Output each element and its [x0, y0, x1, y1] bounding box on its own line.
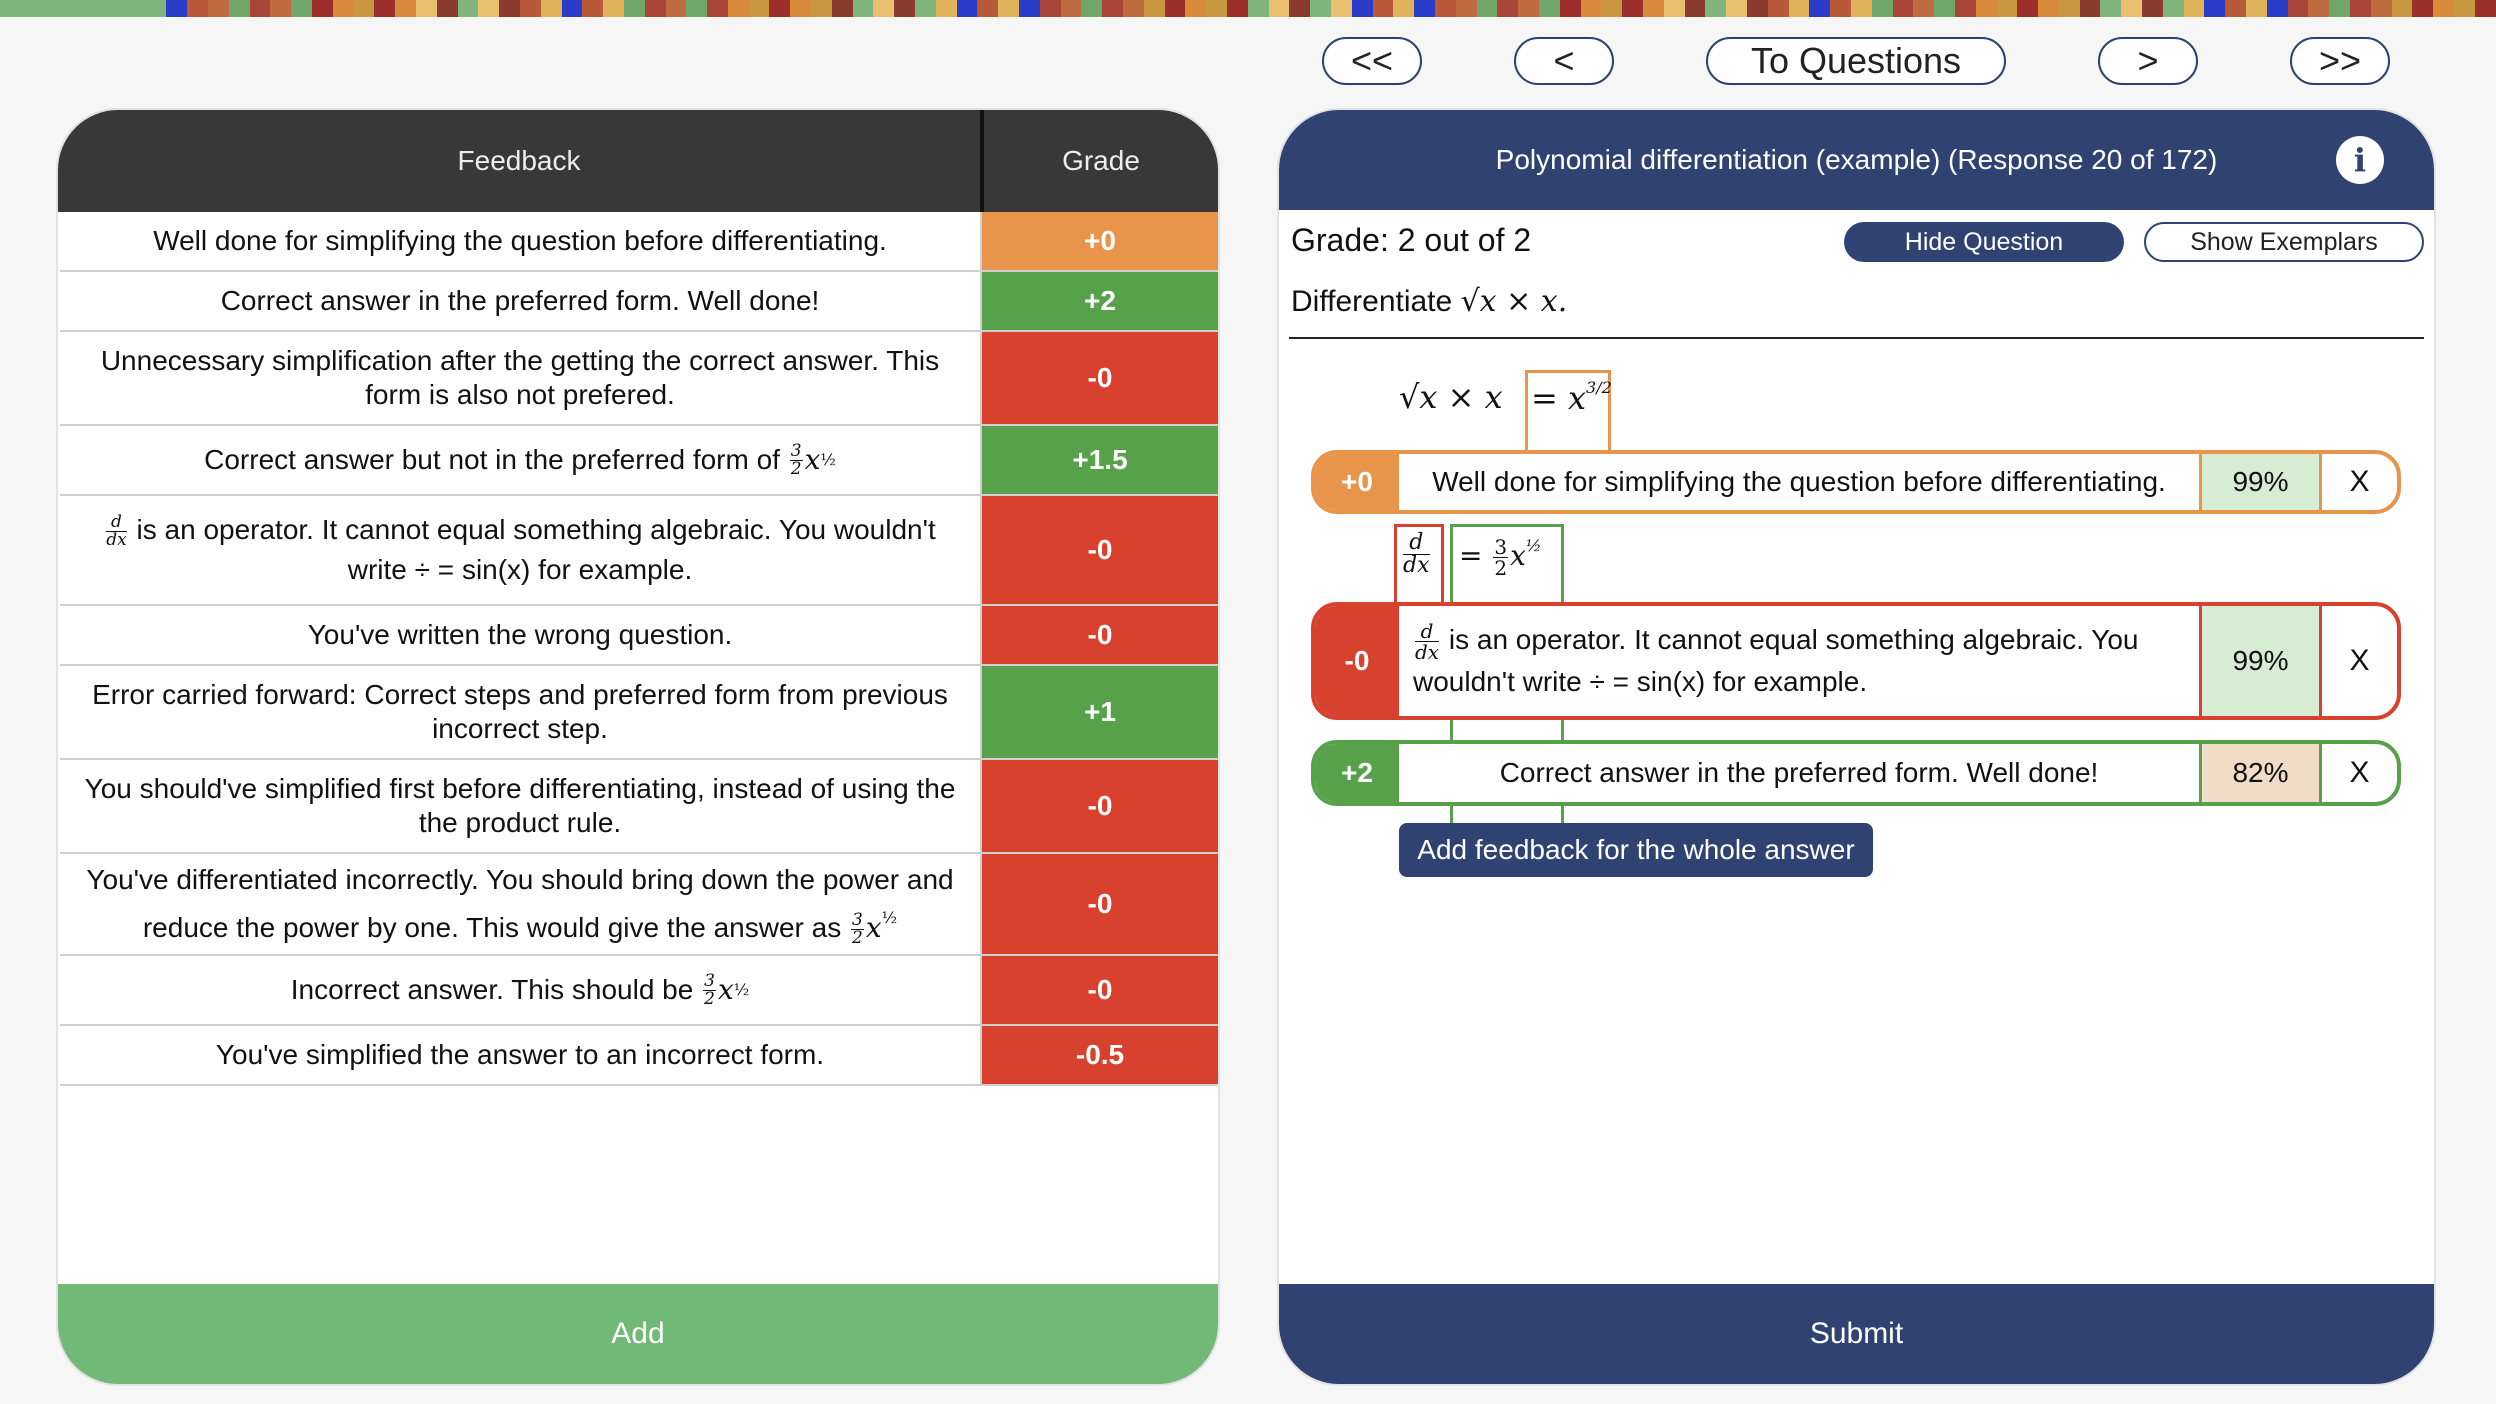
strip-segment — [624, 0, 645, 17]
hide-question-button[interactable]: Hide Question — [1844, 222, 2124, 262]
card-text: Correct answer in the preferred form. Well done! — [1499, 757, 2099, 788]
question-divider — [1289, 337, 2424, 339]
strip-segment — [832, 0, 853, 17]
strip-segment — [645, 0, 666, 17]
strip-segment — [1768, 0, 1789, 17]
strip-segment — [437, 0, 458, 17]
strip-segment — [582, 0, 603, 17]
submit-button[interactable]: Submit — [1279, 1284, 2434, 1384]
strip-segment — [686, 0, 707, 17]
table-row[interactable] — [60, 606, 1218, 666]
feedback-text: You should've simplified first before differentiating, instead of using the the product rule. — [60, 760, 982, 852]
last-response-button[interactable]: >> — [2290, 37, 2390, 85]
strip-segment — [1747, 0, 1768, 17]
strip-segment — [499, 0, 520, 17]
strip-segment — [2371, 0, 2392, 17]
strip-segment — [1081, 0, 1102, 17]
strip-segment — [2225, 0, 2246, 17]
to-questions-button[interactable]: To Questions — [1706, 37, 2006, 85]
strip-segment — [333, 0, 354, 17]
strip-segment — [1893, 0, 1914, 17]
strip-segment — [1705, 0, 1726, 17]
strip-segment — [354, 0, 375, 17]
question-text: Differentiate √x × x. — [1291, 284, 1568, 319]
strip-segment — [1976, 0, 1997, 17]
grade-column-header: Grade — [1062, 145, 1140, 176]
strip-segment — [2142, 0, 2163, 17]
strip-segment — [2433, 0, 2454, 17]
table-row[interactable] — [60, 956, 1218, 1026]
show-exemplars-button[interactable]: Show Exemplars — [2144, 222, 2424, 262]
strip-segment — [1040, 0, 1061, 17]
strip-segment — [562, 0, 583, 17]
strip-segment — [1934, 0, 1955, 17]
applied-feedback-card[interactable] — [1311, 450, 2401, 514]
strip-segment — [957, 0, 978, 17]
strip-segment — [1789, 0, 1810, 17]
strip-segment — [2184, 0, 2205, 17]
strip-segment — [1269, 0, 1290, 17]
strip-segment — [42, 0, 63, 17]
strip-segment — [1123, 0, 1144, 17]
table-row[interactable] — [60, 426, 1218, 496]
strip-segment — [2100, 0, 2121, 17]
strip-segment — [1165, 0, 1186, 17]
table-row[interactable] — [60, 1026, 1218, 1086]
strip-segment — [2246, 0, 2267, 17]
strip-segment — [1851, 0, 1872, 17]
strip-segment — [416, 0, 437, 17]
strip-segment — [1373, 0, 1394, 17]
strip-segment — [21, 0, 42, 17]
strip-segment — [166, 0, 187, 17]
strip-segment — [62, 0, 83, 17]
strip-segment — [811, 0, 832, 17]
strip-segment — [2288, 0, 2309, 17]
strip-segment — [1393, 0, 1414, 17]
grade-cell: +0 — [982, 212, 1218, 270]
strip-segment — [2392, 0, 2413, 17]
math-derivative-op: $\frac{d}{dx}$ — [106, 512, 127, 551]
strip-segment — [104, 0, 125, 17]
strip-segment — [374, 0, 395, 17]
strip-segment — [2017, 0, 2038, 17]
strip-segment — [208, 0, 229, 17]
strip-segment — [873, 0, 894, 17]
feedback-text: $\frac{d}{dx}$ is an operator. It cannot equal something algebraic. You wouldn't write ÷ = sin(x) for example. — [60, 496, 982, 604]
applied-feedback-card[interactable] — [1311, 740, 2401, 806]
strip-segment — [1955, 0, 1976, 17]
strip-segment — [977, 0, 998, 17]
grade-cell: -0 — [982, 606, 1218, 664]
strip-segment — [1144, 0, 1165, 17]
strip-segment — [1726, 0, 1747, 17]
strip-segment — [520, 0, 541, 17]
table-row[interactable] — [60, 332, 1218, 426]
strip-segment — [2308, 0, 2329, 17]
strip-segment — [1331, 0, 1352, 17]
strip-segment — [2329, 0, 2350, 17]
strip-segment — [1497, 0, 1518, 17]
strip-segment — [603, 0, 624, 17]
strip-segment — [1310, 0, 1331, 17]
strip-segment — [894, 0, 915, 17]
strip-segment — [146, 0, 167, 17]
feedback-text: Correct answer in the preferred form. Well done! — [60, 272, 982, 330]
strip-segment — [1477, 0, 1498, 17]
card-confidence: 99% — [2199, 606, 2319, 716]
strip-segment — [1809, 0, 1830, 17]
strip-segment — [707, 0, 728, 17]
strip-segment — [1248, 0, 1269, 17]
strip-segment — [1206, 0, 1227, 17]
strip-segment — [1913, 0, 1934, 17]
strip-segment — [728, 0, 749, 17]
strip-segment — [1581, 0, 1602, 17]
card-grade: +0 — [1315, 454, 1399, 510]
answer-line2-result: = $\frac{3}{2}$ $x^{\frac{1}{2}}$ — [1459, 535, 1542, 580]
strip-segment — [1102, 0, 1123, 17]
strip-segment — [1518, 0, 1539, 17]
strip-segment — [1061, 0, 1082, 17]
add-whole-answer-feedback-button[interactable]: Add feedback for the whole answer — [1399, 823, 1873, 877]
first-response-button[interactable]: << — [1322, 37, 1422, 85]
feedback-text: Well done for simplifying the question before differentiating. — [60, 212, 982, 270]
card-grade: +2 — [1315, 744, 1399, 802]
strip-segment — [250, 0, 271, 17]
strip-segment — [2454, 0, 2475, 17]
strip-segment — [1601, 0, 1622, 17]
table-row[interactable] — [60, 496, 1218, 606]
strip-segment — [187, 0, 208, 17]
strip-segment — [1456, 0, 1477, 17]
feedback-text: Unnecessary simplification after the getting the correct answer. This form is also not prefered. — [60, 332, 982, 424]
strip-segment — [395, 0, 416, 17]
strip-segment — [769, 0, 790, 17]
answer-line1-expression: √x × x — [1399, 378, 1503, 416]
feedback-table — [60, 212, 1218, 1086]
strip-segment — [1435, 0, 1456, 17]
response-title: Polynomial differentiation (example) (Response 20 of 172) — [1495, 144, 2218, 175]
question-math: √x × x. — [1460, 284, 1568, 319]
strip-segment — [2204, 0, 2225, 17]
table-row[interactable] — [60, 272, 1218, 332]
strip-segment — [2475, 0, 2496, 17]
grade-cell: -0 — [982, 332, 1218, 424]
strip-segment — [1560, 0, 1581, 17]
strip-segment — [853, 0, 874, 17]
feedback-table-header — [58, 110, 1218, 212]
grade-cell: -0 — [982, 854, 1218, 954]
card-text: Well done for simplifying the question before differentiating. — [1432, 466, 2166, 497]
strip-segment — [1289, 0, 1310, 17]
table-row[interactable] — [60, 760, 1218, 854]
strip-segment — [2121, 0, 2142, 17]
feedback-text: Incorrect answer. This should be $\frac{3}{2}$ x ½ — [60, 956, 982, 1024]
grade-cell: +2 — [982, 272, 1218, 330]
strip-segment — [936, 0, 957, 17]
remove-feedback-button[interactable]: X — [2319, 606, 2397, 716]
strip-segment — [1622, 0, 1643, 17]
strip-segment — [1227, 0, 1248, 17]
top-color-strip — [0, 0, 2496, 17]
grade-cell: -0 — [982, 956, 1218, 1024]
strip-segment — [1539, 0, 1560, 17]
feedback-panel — [58, 110, 1218, 1384]
strip-segment — [541, 0, 562, 17]
grade-cell: +1.5 — [982, 426, 1218, 494]
strip-segment — [1185, 0, 1206, 17]
strip-segment — [790, 0, 811, 17]
answer-line1-result: = $x^{3/2}$ — [1531, 378, 1612, 417]
strip-segment — [1352, 0, 1373, 17]
answer-line2-operator: $\frac{d}{dx}$ — [1403, 530, 1430, 578]
math-fraction: $\frac{3}{2}$ — [790, 440, 802, 479]
card-confidence: 99% — [2199, 454, 2319, 510]
strip-segment — [1664, 0, 1685, 17]
strip-segment — [1414, 0, 1435, 17]
strip-segment — [2267, 0, 2288, 17]
grade-summary: Grade: 2 out of 2 — [1291, 222, 1532, 258]
strip-segment — [2038, 0, 2059, 17]
remove-feedback-button[interactable]: X — [2319, 744, 2397, 802]
feedback-text: Error carried forward: Correct steps and preferred form from previous incorrect step. — [60, 666, 982, 758]
strip-segment — [1643, 0, 1664, 17]
feedback-text: You've differentiated incorrectly. You should bring down the power and reduce the power by one. This would give the answer as $\frac{3}{2}$ $x^{\frac{1}{2}}$ — [60, 854, 982, 954]
grade-cell: -0.5 — [982, 1026, 1218, 1084]
strip-segment — [1830, 0, 1851, 17]
strip-segment — [1997, 0, 2018, 17]
strip-segment — [749, 0, 770, 17]
strip-segment — [291, 0, 312, 17]
card-text: $\frac{d}{dx}$ is an operator. It cannot equal something algebraic. You wouldn't write ÷ = sin(x) for example. — [1413, 619, 2139, 698]
feedback-text: Correct answer but not in the preferred form of $\frac{3}{2}$ x ½ — [60, 426, 982, 494]
info-icon[interactable]: i — [2336, 136, 2384, 184]
math-fraction: $\frac{3}{2}$ — [704, 970, 715, 1009]
card-grade: -0 — [1315, 606, 1399, 716]
strip-segment — [125, 0, 146, 17]
strip-segment — [458, 0, 479, 17]
strip-segment — [998, 0, 1019, 17]
table-row[interactable] — [60, 212, 1218, 272]
applied-feedback-card[interactable] — [1311, 602, 2401, 720]
strip-segment — [2059, 0, 2080, 17]
response-panel — [1279, 110, 2434, 1384]
grade-cell: -0 — [982, 496, 1218, 604]
card-confidence: 82% — [2199, 744, 2319, 802]
table-row[interactable] — [60, 666, 1218, 760]
remove-feedback-button[interactable]: X — [2319, 454, 2397, 510]
strip-segment — [2080, 0, 2101, 17]
feedback-text: You've written the wrong question. — [60, 606, 982, 664]
strip-segment — [915, 0, 936, 17]
next-response-button[interactable]: > — [2098, 37, 2198, 85]
strip-segment — [1872, 0, 1893, 17]
strip-segment — [2163, 0, 2184, 17]
strip-segment — [2350, 0, 2371, 17]
table-row[interactable] — [60, 854, 1218, 956]
grade-cell: +1 — [982, 666, 1218, 758]
feedback-column-header: Feedback — [457, 145, 581, 176]
prev-response-button[interactable]: < — [1514, 37, 1614, 85]
response-header — [1279, 110, 2434, 210]
strip-segment — [2412, 0, 2433, 17]
strip-segment — [666, 0, 687, 17]
strip-segment — [312, 0, 333, 17]
strip-segment — [0, 0, 21, 17]
strip-segment — [1685, 0, 1706, 17]
strip-segment — [83, 0, 104, 17]
strip-segment — [229, 0, 250, 17]
strip-segment — [1019, 0, 1040, 17]
add-feedback-button[interactable]: Add — [58, 1284, 1218, 1384]
strip-segment — [270, 0, 291, 17]
feedback-text: You've simplified the answer to an incorrect form. — [60, 1026, 982, 1084]
strip-segment — [478, 0, 499, 17]
grade-cell: -0 — [982, 760, 1218, 852]
math-fraction: $\frac{3}{2}$ — [851, 910, 863, 949]
